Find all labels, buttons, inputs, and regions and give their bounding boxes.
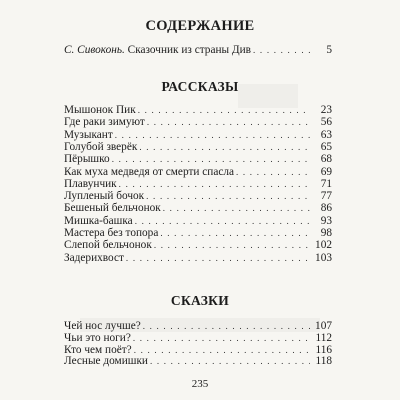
entry-page: 118: [315, 355, 332, 368]
entry-page: 112: [315, 331, 332, 344]
entry-page: 116: [315, 343, 332, 356]
entry-title: Плавунчик: [64, 177, 117, 190]
entry-title: Сказочник из страны Див: [124, 44, 252, 56]
toc-entry: [64, 141, 332, 154]
entry-page: 23: [320, 104, 332, 116]
entry-page: 65: [320, 140, 332, 153]
toc-entry: [64, 252, 332, 265]
entry-page: 71: [320, 177, 332, 190]
entry-title: Как муха медведя от смерти спасла: [64, 165, 234, 178]
entry-page: 5: [326, 44, 332, 56]
tales-heading: СКАЗКИ: [170, 293, 230, 308]
entry-title: Голубой зверёк: [64, 140, 138, 153]
contents-heading: СОДЕРЖАНИЕ: [145, 18, 255, 34]
entry-title: Задерихвост: [64, 251, 124, 264]
entry-title: Где раки зимуют: [64, 116, 145, 129]
dot-leader: [135, 215, 310, 228]
entry-title: Музыкант: [64, 128, 113, 141]
entry-page: 93: [320, 214, 332, 227]
toc-entry: [64, 153, 332, 166]
toc-entry: [64, 227, 332, 240]
dot-leader: [150, 355, 310, 368]
entry-author: С. Сивоконь.: [64, 44, 125, 56]
entry-title: Мишка-башка: [64, 214, 133, 227]
entry-title: Лупленый бочок: [64, 190, 145, 203]
toc-entry: [64, 166, 332, 179]
entry-title: Пёрышко: [64, 153, 110, 166]
toc-entry: [64, 190, 332, 203]
dot-leader: [154, 239, 310, 252]
entry-page: 68: [320, 153, 332, 166]
entry-page: 102: [315, 239, 332, 252]
entry-page: 56: [320, 116, 332, 129]
entry-page: 63: [320, 128, 332, 141]
dot-leader: [139, 141, 310, 154]
entry-page: 86: [320, 202, 332, 215]
dot-leader: [236, 166, 310, 179]
entry-title: Лесные домишки: [64, 355, 148, 368]
entry-title: Чей нос лучше?: [64, 320, 141, 332]
toc-entry: [64, 239, 332, 252]
toc-entry: [64, 202, 332, 215]
entry-title: Мастера без топора: [64, 227, 159, 239]
toc-entry: [64, 104, 332, 117]
dot-leader: [160, 227, 310, 240]
entry-page: 103: [315, 251, 332, 264]
toc-entry: [64, 129, 332, 142]
toc-entry: [64, 178, 332, 191]
dot-leader: [126, 252, 310, 265]
entry-page: 107: [315, 320, 332, 332]
dot-leader: [253, 44, 310, 57]
entry-title: Слепой бельчонок: [64, 239, 152, 252]
toc-entry: [64, 355, 332, 368]
entry-title: Кто чем поёт?: [64, 343, 132, 356]
entry-page: 98: [320, 227, 332, 239]
entry-title: Бешеный бельчонок: [64, 202, 161, 215]
page-number: 235: [191, 378, 209, 390]
entry-page: 77: [320, 190, 332, 203]
dot-leader: [115, 129, 310, 142]
stories-heading: РАССКАЗЫ: [161, 79, 239, 94]
dot-leader: [119, 178, 310, 191]
toc-entry: [64, 215, 332, 228]
dot-leader: [138, 104, 310, 117]
dot-leader: [112, 153, 310, 166]
toc-entry: [64, 44, 332, 57]
dot-leader: [163, 202, 310, 215]
entry-title: Чьи это ноги?: [64, 331, 131, 344]
dot-leader: [147, 116, 310, 129]
entry-title: Мышонок Пик: [64, 104, 136, 116]
dot-leader: [146, 190, 310, 203]
entry-page: 69: [320, 165, 332, 178]
toc-entry: [64, 116, 332, 129]
